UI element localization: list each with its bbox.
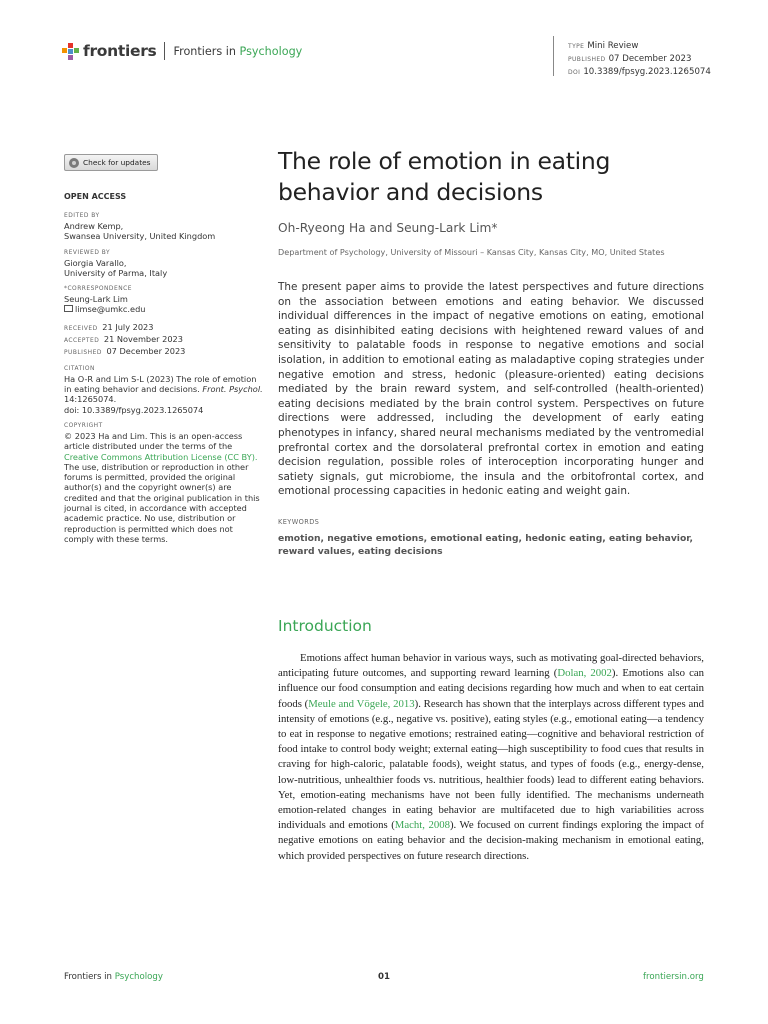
edited-by: EDITED BY Andrew Kemp, Swansea University, United Kingdom bbox=[64, 213, 216, 242]
introduction-paragraph: Emotions affect human behavior in various ways, such as motivating goal-directed behaviors, anticipating future outcomes, and supporting reward learning (Dolan, 2002). Emotions also can influence our food consumption and eating decisions regarding how much and when to eat certain foods (Meule and Vögele, 2013). Research has shown that the interplays across different types and intensity of emotions (e.g., negative vs. positive), eating styles (e.g., emotional eating—a tendency to eat in response to negative emotions; restrained eating—cognitive and behavioral restriction of food intake to control body weight; external eating—high susceptibility to food cues that results in craving for high-caloric, palatable foods), weight status, and types of foods (e.g., energy-dense, low-nutritious, unhealthier foods vs. nutritious, healthier foods) lead to different eating behaviors. Yet, emotion-eating mechanisms have not been fully identified. The mechanisms underneath emotion-related changes in eating behavior are multifaceted due to high variabilities across individuals and emotions (Macht, 2008). We focused on current findings exploring the impact of negative emotions on eating behavior and the decision-making mechanism in emotional eating, which provided perspectives on future research directions. bbox=[278, 652, 705, 862]
footer-journal: Frontiers in Psychology bbox=[64, 972, 163, 982]
citation-link[interactable]: Macht, 2008 bbox=[394, 819, 450, 832]
copyright: COPYRIGHT © 2023 Ha and Lim. This is an open-access article distributed under the terms of the Creative Commons Attribution License (CC BY). The use, distribution or reproduction in other forums is permitted, provided the original author(s) and the copyright owner(s) are credited and that the original publication in this journal is cited, in accordance with accepted academic practice. No use, distribution or reproduction is permitted which does not comply with these terms. bbox=[64, 422, 260, 544]
open-access-label: OPEN ACCESS bbox=[64, 192, 127, 201]
publish-date: PUBLISHED 07 December 2023 bbox=[568, 54, 692, 64]
mail-icon bbox=[64, 305, 73, 312]
frontiers-logo[interactable] bbox=[62, 42, 302, 60]
cc-by-license-link[interactable]: Creative Commons Attribution License (CC BY). bbox=[64, 451, 258, 462]
dates: RECEIVED 21 July 2023 ACCEPTED 21 November 2023 PUBLISHED 07 December 2023 bbox=[64, 321, 186, 356]
check-for-updates-button[interactable]: Check for updates bbox=[64, 154, 158, 171]
keywords-label: KEYWORDS bbox=[278, 518, 320, 526]
page-number: 01 bbox=[378, 972, 390, 982]
article-meta bbox=[568, 40, 711, 79]
meta-divider bbox=[553, 36, 554, 76]
footer-site-link[interactable]: frontiersin.org bbox=[643, 972, 704, 982]
abstract: The present paper aims to provide the latest perspectives and future directions on the association between emotions and eating behavior. We discussed individual differences in the impact of negative emotions on eating, emotional eating as disinhibited eating decisions with heightened reward values of and sensitivity to palatable foods in response to negative emotions and social isolation, in addition to emotional eating as maladaptive coping strategies under negative emotion and stress, hedonic (pleasure-oriented) eating decisions mediated by the brain reward system, and self-controlled (health-oriented) eating decisions mediated by the brain control system. Perspectives on future directions were addressed, including the development of early eating phenotypes in infancy, shared neural mechanisms mediated by the ventromedial prefrontal cortex and the dorsolateral prefrontal cortex in emotion and eating decision regulation, possible roles of interoception incorporating hunger and satiety signals, gut microbiome, the insula and the orbitofrontal cortex, and emotional processing capacities in hedonic eating and weight gain. bbox=[278, 281, 704, 498]
author-affiliation: Department of Psychology, University of Missouri – Kansas City, Kansas City, MO, United States bbox=[278, 247, 665, 257]
journal-name[interactable]: Frontiers in Psychology bbox=[173, 44, 303, 58]
crossmark-icon bbox=[69, 158, 79, 168]
frontiers-logo-icon bbox=[62, 43, 79, 60]
article-doi[interactable]: DOI 10.3389/fpsyg.2023.1265074 bbox=[568, 67, 711, 77]
keywords: emotion, negative emotions, emotional eating, hedonic eating, eating behavior, reward values, eating decisions bbox=[278, 533, 693, 558]
citation-link[interactable]: Meule and Vögele, 2013 bbox=[308, 697, 415, 710]
correspondence: *CORRESPONDENCE Seung-Lark Lim limse@umkc.edu bbox=[64, 285, 264, 315]
article-type: TYPE Mini Review bbox=[568, 41, 639, 51]
section-heading-introduction: Introduction bbox=[278, 617, 372, 635]
article-info-sidebar bbox=[64, 212, 264, 551]
email-link[interactable]: limse@umkc.edu bbox=[64, 304, 264, 314]
article-authors: Oh-Ryeong Ha and Seung-Lark Lim* bbox=[278, 221, 498, 235]
article-title: The role of emotion in eating behavior and decisions bbox=[278, 147, 611, 206]
header-divider bbox=[164, 42, 165, 60]
brand-wordmark: frontiers bbox=[83, 42, 157, 60]
reviewed-by: REVIEWED BY Giorgia Varallo, University of Parma, Italy bbox=[64, 249, 168, 278]
citation-link[interactable]: Dolan, 2002 bbox=[557, 667, 612, 680]
citation: CITATION Ha O-R and Lim S-L (2023) The role of emotion in eating behavior and decisions. Front. Psychol. 14:1265074. doi: 10.3389/fpsyg.2023.1265074 bbox=[64, 365, 263, 415]
